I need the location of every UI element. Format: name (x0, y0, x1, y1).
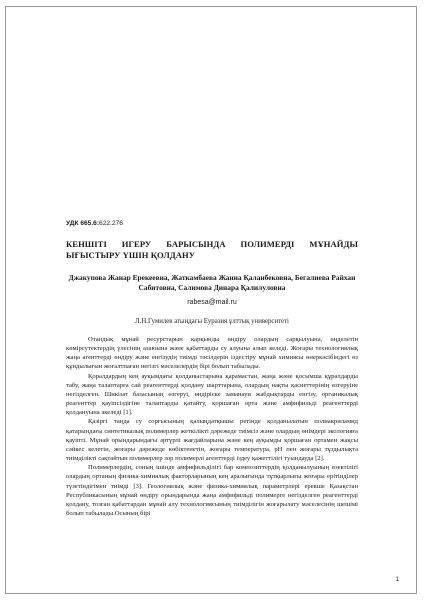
paragraph: Отандық мұнай ресурстарын қарқынды өндіру олардың сарқылуына, өңделетін көмірсутектердің үлесінің азаюына және қабаттарды су алуына алып келеді. Жоғары технологиялық жаңа агенттерді өндіру және енгізудің тиімді тәсілдерін іздестіру мұнай химиясы өнеркәсібіндегі өз құндылығын жоғалтпаған негізгі мәселелердің бірі болып табылады. (66, 336, 358, 371)
udk-code: 622.276 (99, 220, 123, 227)
author-email: rabesa@mail.ru (187, 299, 237, 306)
document-content (66, 219, 358, 518)
udk-line (66, 219, 358, 228)
article-authors: Джакупова Жанар Ерекеевна, Жаткамбаева Жанна Қаланбековна, Бегалиева Райхан Сабитовна, Салимова Динара Қалилуловна (68, 273, 356, 292)
document-page (5, 6, 417, 594)
udk-label: УДК 665.6: (66, 220, 100, 227)
article-title: КЕНШІТІ ИГЕРУ БАРЫСЫНДА ПОЛИМЕРДІ МҰНАЙДЫ ЫҒЫСТЫРУ ҮШІН ҚОЛДАНУ (66, 239, 358, 260)
paragraph: Полимерлердің, соның ішінде амфифильділігі бар композиттердің қолданылуының өзектілігі олардың ортаның физика-химиялық факторларының кең аралығында тұтқырлығы жоғары ерітінділер түзетіндігімен тиімді [3]. Геологиялық және физика-химиялық параметрлері ерекше Қазақстан Республикасының мұнай өндіру орындарында жаңа амфифильді полимерге негізделген реагенттерді қолдану, тозған қабаттардан мұнай алу технологиясының тиімділігін жоғарылату мәселесінің шешімі болып табылады.Осының бірі (66, 464, 358, 517)
paragraph: Қазіргі таңда су сорғысының қалыңдатқышы ретінде қолданылатын полиакриламид қатарындағы синтетикалық полимерлер жеткілікті дәрежеде тиімсіз және олардың өнімдері экологияға қауіпті. Мұнай орындарындағы әртүрлі жағдайларына және кең ауқымды қоршаған ортамен жақсы сәйкес келетін, жоғары дәрежеде көбіктенетін, жоғары температура, рН пен жоғары тұздылықта тиімділікті сақтайтын полимерлер зор полимерлі агенттерді іздеу қажеттілігі туындауда [2]. (66, 418, 358, 463)
paragraph: Қоралдардың кең ауқымдағы қолданыстарына қарамастан, жаңа және қосымша құралдарды табу, жаңа талаптарға сай реагенттерді қолдану шарттарына, олардың нақты қасиеттерінің өзгеруіне негізделген. Шикізат базасының өзгеруі, өндіріске заманауи жабдықтарды енгізу, органикалық реагенттер қауіпсіздігіне талаптарды қатайту, қоршаған орта және амфифильді реагенттерді қолдануына әкеледі [1]. (66, 372, 358, 417)
page-number: 1 (395, 577, 399, 583)
author-affiliation: Л.Н.Гумилев атындағы Еуразия ұлттық университеті (135, 318, 289, 325)
